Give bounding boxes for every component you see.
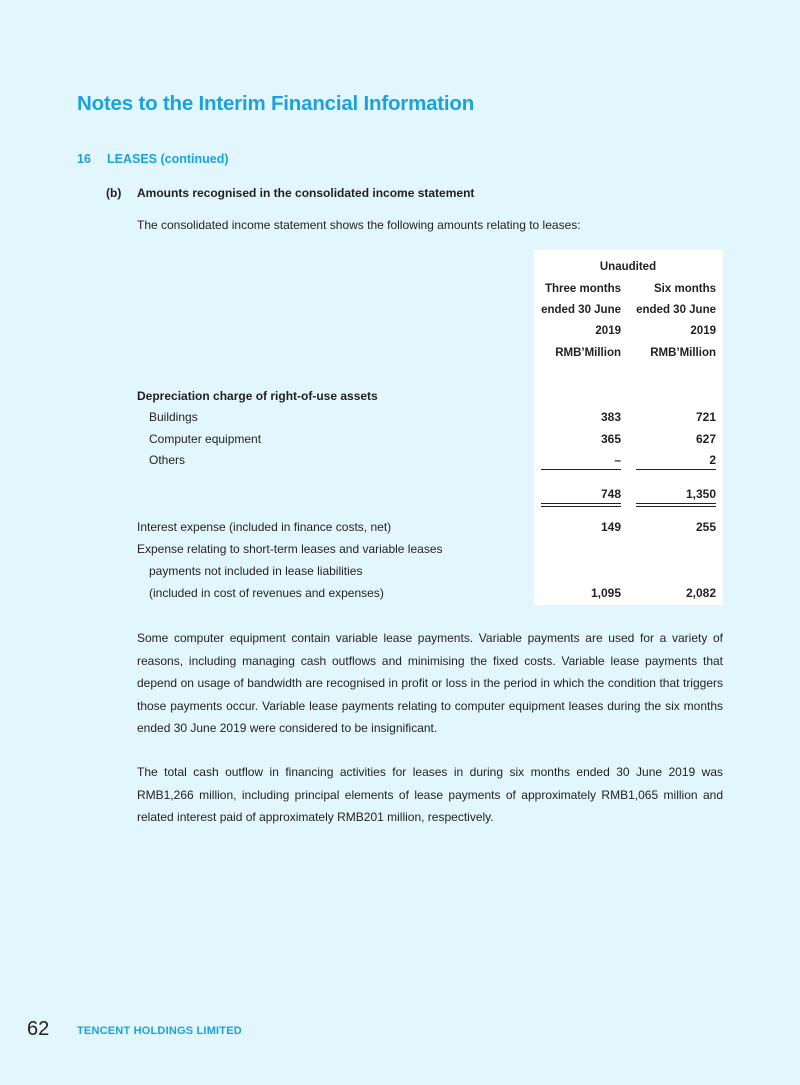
double-rule-top-col1	[541, 503, 621, 504]
col2-header-year: 2019	[690, 325, 716, 337]
row-buildings-col1: 383	[600, 410, 621, 424]
double-rule-bottom-col1	[541, 506, 621, 507]
row-interest-col1: 149	[600, 520, 621, 534]
subtotal-rule-col1	[541, 469, 621, 470]
col1-header-year: 2019	[595, 325, 621, 337]
subsection-label: (b)	[106, 186, 122, 200]
table-group-header: Unaudited	[599, 261, 657, 273]
col1-header-line1: Three months	[544, 283, 621, 295]
row-label-interest: Interest expense (included in finance costs, net)	[137, 520, 392, 534]
col1-header-line2: ended 30 June	[541, 304, 621, 316]
row-label-buildings: Buildings	[149, 410, 198, 424]
page-title: Notes to the Interim Financial Information	[77, 92, 475, 115]
section-title: LEASES	[107, 152, 158, 166]
row-expense-col2: 2,082	[685, 586, 716, 600]
row-buildings-col2: 721	[695, 410, 716, 424]
col2-header-unit: RMB’Million	[650, 347, 716, 359]
paragraph-cash-outflow: The total cash outflow in financing activities for leases in during six months ended 30 June 2019 was RMB1,266 million, including principal elements of lease payments of approximately RMB1,065 million and related interest paid of approximately RMB201 million, respectively.	[137, 765, 723, 824]
section-heading	[77, 152, 229, 166]
subtotal-col1: 748	[600, 487, 621, 501]
subsection-heading	[106, 186, 474, 200]
intro-text: The consolidated income statement shows the following amounts relating to leases:	[137, 218, 581, 232]
double-rule-top-col2	[636, 503, 716, 504]
row-label-others: Others	[149, 453, 186, 467]
col1-header-unit: RMB’Million	[555, 347, 621, 359]
col2-header-line1: Six months	[654, 283, 716, 295]
row-others-col2: 2	[709, 453, 716, 467]
subsection-title: Amounts recognised in the consolidated income statement	[137, 186, 475, 200]
depreciation-heading: Depreciation charge of right-of-use assets	[137, 389, 378, 403]
row-computer-col2: 627	[695, 432, 716, 446]
row-label-expense-line3: (included in cost of revenues and expenses)	[149, 586, 384, 600]
row-others-col1: –	[614, 453, 621, 467]
row-computer-col1: 365	[600, 432, 621, 446]
subtotal-rule-col2	[636, 469, 716, 470]
row-expense-col1: 1,095	[590, 586, 621, 600]
subtotal-col2: 1,350	[685, 487, 716, 501]
row-interest-col2: 255	[695, 520, 716, 534]
row-label-computer-equipment: Computer equipment	[149, 432, 262, 446]
paragraph-variable-payments: Some computer equipment contain variable lease payments. Variable payments are used for a variety of reasons, including managing cash outflows and minimising the fixed costs. Variable lease payments that depend on usage of bandwidth are recognised in profit or loss in the period in which the condition that triggers those payments occur. Variable lease payments relating to computer equipment leases during the six months ended 30 June 2019 were considered to be insignificant.	[137, 631, 723, 735]
row-label-expense-line2: payments not included in lease liabilities	[149, 564, 363, 578]
col2-header-line2: ended 30 June	[636, 304, 716, 316]
section-suffix: (continued)	[160, 152, 229, 166]
company-name: TENCENT HOLDINGS LIMITED	[77, 1025, 242, 1037]
double-rule-bottom-col2	[636, 506, 716, 507]
page-number: 62	[27, 1018, 50, 1040]
row-label-expense-line1: Expense relating to short-term leases and variable leases	[137, 542, 443, 556]
section-number: 16	[77, 152, 91, 166]
